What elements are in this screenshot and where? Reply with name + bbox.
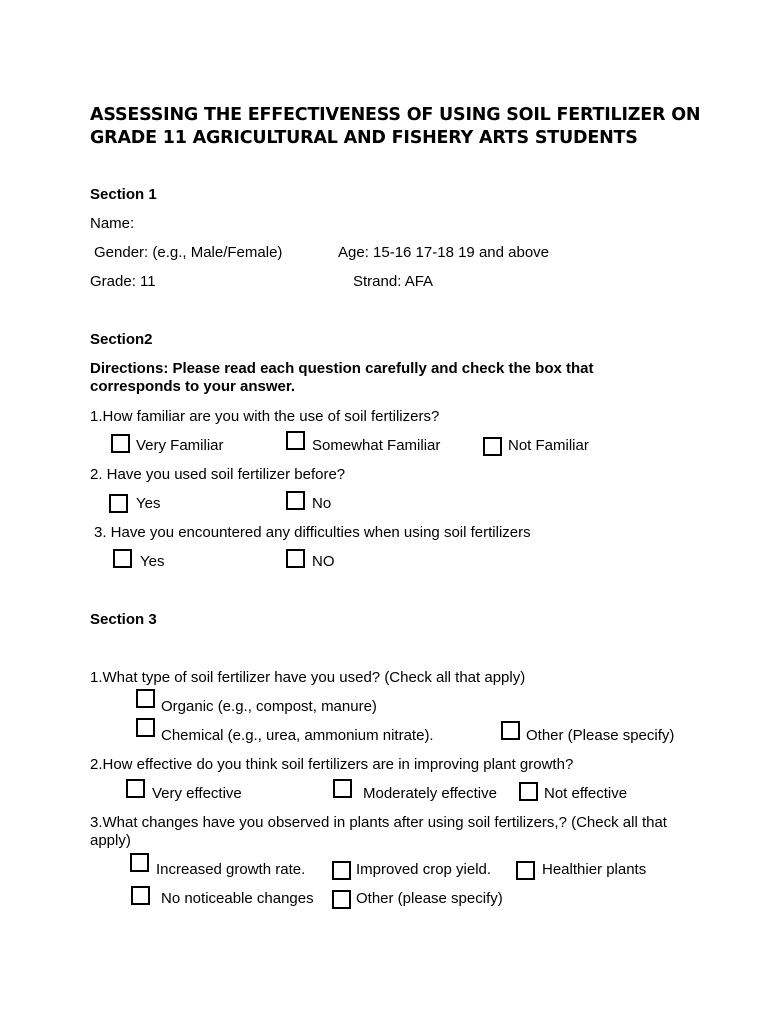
- name-label: Name:: [90, 215, 135, 232]
- s3-q3-option-label: Improved crop yield.: [356, 861, 492, 878]
- s3-q1-text: 1.What type of soil fertilizer have you used? (Check all that apply): [90, 669, 526, 686]
- s2-q3-option-label: Yes: [140, 553, 165, 570]
- gender-label: Gender: (e.g., Male/Female): [94, 244, 283, 261]
- s3-q2-checkbox-very-effective[interactable]: [126, 779, 145, 798]
- section1-heading: Section 1: [90, 186, 157, 203]
- s2-q2-option-label: Yes: [136, 495, 161, 512]
- s3-q3-checkbox-no-changes[interactable]: [131, 886, 150, 905]
- s3-q3-checkbox-increased-growth[interactable]: [130, 853, 149, 872]
- s3-q2-option-label: Moderately effective: [363, 785, 497, 802]
- s2-q2-text: 2. Have you used soil fertilizer before?: [90, 466, 346, 483]
- s3-q3-checkbox-healthier-plants[interactable]: [516, 861, 535, 880]
- s3-q1-option-label: Organic (e.g., compost, manure): [161, 698, 377, 715]
- s3-q3-option-label: Healthier plants: [542, 861, 647, 878]
- s2-q1-option-label: Not Familiar: [508, 437, 589, 454]
- s2-q1-checkbox-very-familiar[interactable]: [111, 434, 130, 453]
- s3-q3-option-label: Increased growth rate.: [156, 861, 306, 878]
- s2-q1-option-label: Very Familiar: [136, 437, 224, 454]
- s3-q1-checkbox-organic[interactable]: [136, 689, 155, 708]
- strand-label: Strand: AFA: [353, 273, 434, 290]
- section3-heading: Section 3: [90, 611, 157, 628]
- s2-q2-checkbox-no[interactable]: [286, 491, 305, 510]
- s3-q2-option-label: Not effective: [544, 785, 628, 802]
- document-title: ASSESSING THE EFFECTIVENESS OF USING SOIL FERTILIZER ON GRADE 11 AGRICULTURAL AND FISHERY ARTS STUDENTS: [90, 105, 701, 148]
- s3-q2-checkbox-not-effective[interactable]: [519, 782, 538, 801]
- s3-q3-option-label: No noticeable changes: [161, 890, 314, 907]
- s3-q1-checkbox-other[interactable]: [501, 721, 520, 740]
- s3-q2-checkbox-moderately-effective[interactable]: [333, 779, 352, 798]
- s3-q2-text: 2.How effective do you think soil fertilizers are in improving plant growth?: [90, 756, 574, 773]
- s2-q1-checkbox-not-familiar[interactable]: [483, 437, 502, 456]
- s3-q3-checkbox-improved-yield[interactable]: [332, 861, 351, 880]
- s2-q3-text: 3. Have you encountered any difficulties when using soil fertilizers: [94, 524, 531, 541]
- s2-q1-checkbox-somewhat-familiar[interactable]: [286, 431, 305, 450]
- section2-heading: Section2: [90, 331, 153, 348]
- directions-text: Directions: Please read each question carefully and check the box that corresponds to your answer.: [90, 360, 594, 395]
- s3-q3-text: 3.What changes have you observed in plants after using soil fertilizers,? (Check all that apply): [90, 814, 667, 849]
- s2-q3-checkbox-yes[interactable]: [113, 549, 132, 568]
- s3-q1-checkbox-chemical[interactable]: [136, 718, 155, 737]
- s3-q1-option-label: Other (Please specify): [526, 727, 675, 744]
- s2-q2-option-label: No: [312, 495, 332, 512]
- s2-q2-checkbox-yes[interactable]: [109, 494, 128, 513]
- grade-label: Grade: 11: [90, 273, 156, 290]
- s3-q3-option-label: Other (please specify): [356, 890, 503, 907]
- age-label: Age: 15-16 17-18 19 and above: [338, 244, 550, 261]
- s3-q2-option-label: Very effective: [152, 785, 242, 802]
- s2-q3-checkbox-no[interactable]: [286, 549, 305, 568]
- s2-q1-text: 1.How familiar are you with the use of soil fertilizers?: [90, 408, 440, 425]
- s2-q3-option-label: NO: [312, 553, 335, 570]
- s3-q3-checkbox-other[interactable]: [332, 890, 351, 909]
- s2-q1-option-label: Somewhat Familiar: [312, 437, 441, 454]
- s3-q1-option-label: Chemical (e.g., urea, ammonium nitrate).: [161, 727, 434, 744]
